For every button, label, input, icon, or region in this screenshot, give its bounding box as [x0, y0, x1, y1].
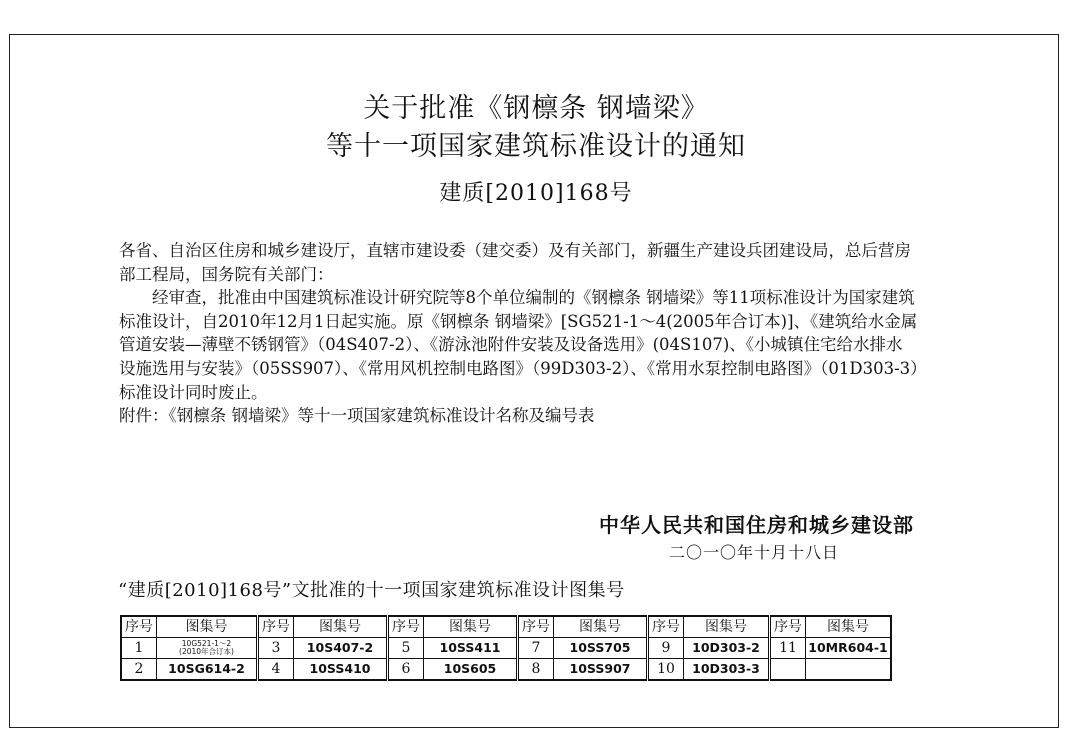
notice-title-line2: 等十一项国家建筑标准设计的通知 [326, 131, 746, 162]
row-code [806, 659, 892, 681]
row-no: 10 [648, 659, 684, 681]
atlas-number-table [120, 615, 892, 681]
header-no: 序号 [388, 616, 424, 638]
notice-body [119, 239, 919, 428]
table-header-row [121, 616, 891, 638]
header-no: 序号 [770, 616, 806, 638]
notice-title-line1: 关于批准《钢檩条 钢墙梁》 [363, 93, 709, 124]
attachment-line: 附件：《钢檩条 钢墙梁》等十一项国家建筑标准设计名称及编号表 [119, 406, 595, 426]
addressee-paragraph: 各省、自治区住房和城乡建设厅，直辖市建设委（建交委）及有关部门，新疆生产建设兵团建设局，总后营房部工程局，国务院有关部门： [119, 241, 911, 284]
row-code-line1: 10G521-1～2 [181, 639, 232, 648]
row-code: 10SS411 [424, 638, 518, 659]
row-no: 4 [258, 659, 294, 681]
header-no: 序号 [518, 616, 554, 638]
row-code: 10MR604-1 [806, 638, 892, 659]
header-code: 图集号 [424, 616, 518, 638]
header-code: 图集号 [294, 616, 388, 638]
issuing-authority: 中华人民共和国住房和城乡建设部 [599, 513, 914, 537]
row-code: 10SS907 [554, 659, 648, 681]
approval-paragraph: 经审查，批准由中国建筑标准设计研究院等8个单位编制的《钢檩条 钢墙梁》等11项标准设计为国家建筑标准设计，自2010年12月1日起实施。原《钢檩条 钢墙梁》[SG521-1～4(2005年合订本)]、《建筑给水金属管道安装—薄壁不锈钢管》（04S407-2）、《游泳池附件安装及设备选用》(04S107)、《小城镇住宅给水排水设施选用与安装》（05SS907）、《常用风机控制电路图》（99D303-2）、《常用水泵控制电路图》（01D303-3）标准设计同时废止。 [119, 288, 919, 402]
row-no: 7 [518, 638, 554, 659]
header-code: 图集号 [806, 616, 892, 638]
row-no: 1 [121, 638, 157, 659]
header-no: 序号 [648, 616, 684, 638]
header-code: 图集号 [554, 616, 648, 638]
row-code: 10SS410 [294, 659, 388, 681]
header-code: 图集号 [157, 616, 258, 638]
row-no: 3 [258, 638, 294, 659]
table-caption: “建质[2010]168号”文批准的十一项国家建筑标准设计图集号 [118, 580, 625, 601]
row-no: 9 [648, 638, 684, 659]
row-no [770, 659, 806, 681]
document-number: 建质[2010]168号 [439, 181, 633, 206]
row-code-line2: (2010年合订本) [179, 647, 234, 656]
header-no: 序号 [258, 616, 294, 638]
row-no: 6 [388, 659, 424, 681]
row-no: 11 [770, 638, 806, 659]
row-code: 10D303-3 [684, 659, 770, 681]
row-code: 10D303-2 [684, 638, 770, 659]
row-code: 10S407-2 [294, 638, 388, 659]
row-code: 10SS705 [554, 638, 648, 659]
row-no: 8 [518, 659, 554, 681]
table-row [121, 659, 891, 681]
header-code: 图集号 [684, 616, 770, 638]
row-no: 2 [121, 659, 157, 681]
issue-date: 二〇一〇年十月十八日 [668, 543, 839, 562]
table-row [121, 638, 891, 659]
row-code: 10SG614-2 [157, 659, 258, 681]
header-no: 序号 [121, 616, 157, 638]
row-no: 5 [388, 638, 424, 659]
row-code [157, 638, 258, 659]
row-code: 10S605 [424, 659, 518, 681]
